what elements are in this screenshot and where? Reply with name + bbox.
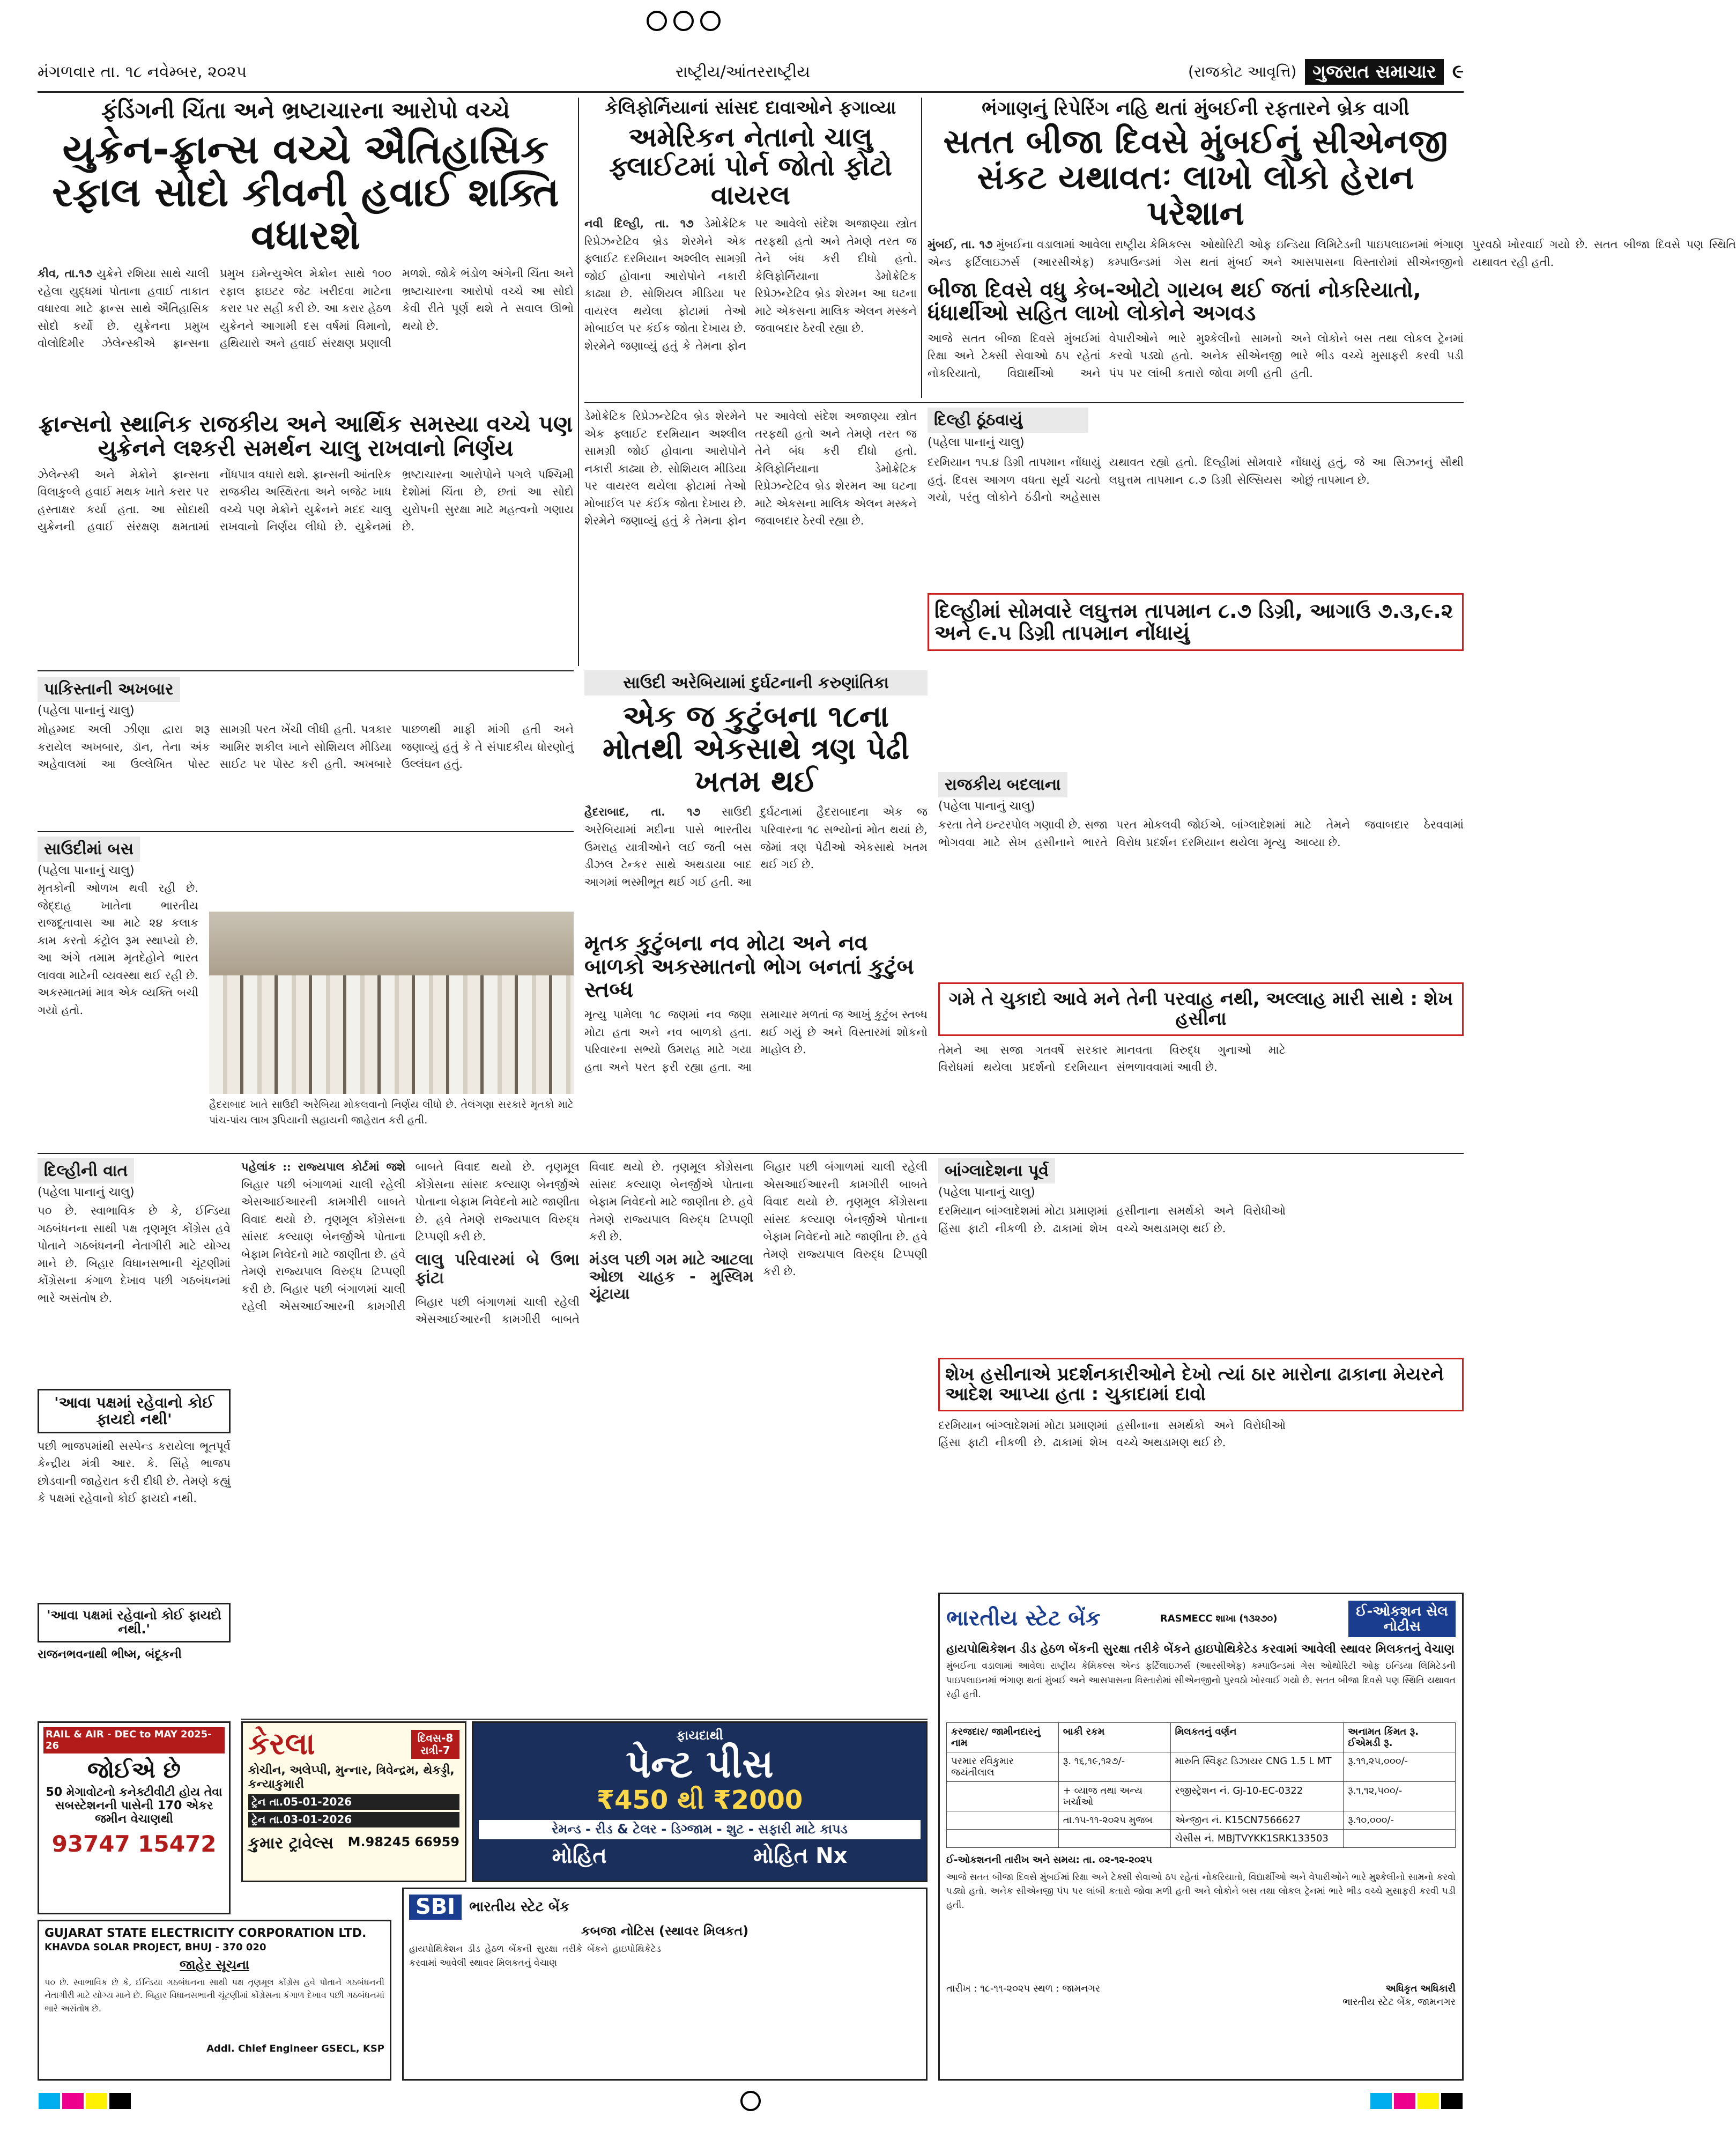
- photo-caption: હૈદરાબાદ ખાતે સાઉદી અરેબિયા મોકલવાનો નિર્ણય લીધો છે. તેલંગણા સરકારે મૃતકો માટે પાંચ-પાંચ લાખ રૂપિયાની સહાયની જાહેરાત કરી હતી.: [209, 1099, 574, 1127]
- article-body: બિહાર પછી બંગાળમાં ચાલી રહેલી એસઆઈઆરની કામગીરી બાબતે વિવાદ થયો છે. તૃણમૂલ કોંગ્રેસના સાંસદ કલ્યાણ બેનર્જીએ પોતાના બેફામ નિવેદનો માટે જાણીતા છે. હવે તેમણે રાજ્યપાલ વિરુદ્ધ ટિપ્પણી કરી છે.: [241, 1178, 406, 1296]
- article-headline: સતત બીજા દિવસે મુંબઈનું સીએનજી સંકટ યથાવતઃ લાખો લોકો હેરાન પરેશાન: [943, 122, 1448, 233]
- subkicker: (પહેલા પાનાનું ચાલુ): [938, 800, 1035, 813]
- highlight-box: ગમે તે ચુકાદો આવે મને તેની પરવાહ નથી, અલ્લાહ મારી સાથે : શેખ હસીના: [938, 982, 1464, 1035]
- dateline: હૈદરાબાદ, તા. ૧૭: [584, 805, 701, 819]
- article-bihar: પહેલાંક :: રાજ્યપાલ કોર્ટમાં જશે બિહાર પછી બંગાળમાં ચાલી રહેલી એસઆઈઆરની કામગીરી બાબતે વિવાદ થયો છે. તૃણમૂલ કોંગ્રેસના સાંસદ કલ્યાણ બેનર્જીએ પોતાના બેફામ નિવેદનો માટે જાણીતા છે. હવે તેમણે રાજ્યપાલ વિરુદ્ધ ટિપ્પણી કરી છે. બિહાર પછી બંગાળમાં ચાલી રહેલી એસઆઈઆરની કામગીરી બાબતે વિવાદ થયો છે. તૃણમૂલ કોંગ્રેસના સાંસદ કલ્યાણ બેનર્જીએ પોતાના બેફામ નિવેદનો માટે જાણીતા છે. હવે તેમણે રાજ્યપાલ વિરુદ્ધ ટિપ્પણી કરી છે. લાલુ પરિવારમાં બે ઉભા ફાંટા બિહાર પછી બંગાળમાં ચાલી રહેલી એસઆઈઆરની કામગીરી બાબતે વિવાદ થયો છે. તૃણમૂલ કોંગ્રેસના સાંસદ કલ્યાણ બેનર્જીએ પોતાના બેફામ નિવેદનો માટે જાણીતા છે. હવે તેમણે રાજ્યપાલ વિરુદ્ધ ટિપ્પણી કરી છે. મંડલ પછી ગમ માટે આટલા ઓછા ચાહક - મુસ્લિમ ચૂંટાયા બિહાર પછી બંગાળમાં ચાલી રહેલી એસઆઈઆરની કામગીરી બાબતે વિવાદ થયો છે. તૃણમૂલ કોંગ્રેસના સાંસદ કલ્યાણ બેનર્જીએ પોતાના બેફામ નિવેદનો માટે જાણીતા છે. હવે તેમણે રાજ્યપાલ વિરુદ્ધ ટિપ્પણી કરી છે.: [241, 1160, 928, 1326]
- subkicker: (પહેલા પાનાનું ચાલુ): [38, 1186, 135, 1199]
- ad-kerala-tour: કેરલા દિવસ-8 રાત્રી-7 કોચીન, અલેપ્પી, મુન્નાર, ત્રિવેન્દ્રમ, થેકડ્ડી, કન્યાકુમારી ટ્રેન તા.05-01-2026 ટ્રેન તા.03-01-2026 કુમાર ટ્રાવેલ્સ M.98245 66959: [241, 1721, 466, 1882]
- notice-sbi-possession: SBI ભારતીય સ્ટેટ બેંક કબજા નોટિસ (સ્થાવર મિલકત) હાયપોથિકેશન ડીડ હેઠળ બેંકની સુરક્ષા તરીકે બેંકને હાઇપોથિકેટેડ કરવામાં આવેલી સ્થાવર મિલકતનું વેચાણ: [402, 1888, 928, 2081]
- kicker: દિલ્હી ઠૂંઠવાયું: [928, 408, 1088, 433]
- quote-box-2: 'આવા પક્ષમાં રહેવાનો કોઈ ફાયદો નથી.': [38, 1603, 231, 1642]
- ad-rail-land: RAIL & AIR - DEC to MAY 2025-26 જોઈએ છે 50 મેગાવોટનો કનેક્ટીવીટી હોય તેવા સબસ્ટેશનની પાસેની 170 એકર જમીન વેચાણથી 93747 15472: [38, 1721, 231, 1914]
- subkicker: (પહેલા પાનાનું ચાલુ): [38, 864, 135, 877]
- highlight-box: દિલ્હીમાં સોમવારે લઘુત્તમ તાપમાન ૮.૭ ડિગ્રી, આગાઉ ૭.૩,૯.૨ અને ૯.૫ ડિગ્રી તાપમાન નોંધાયું: [928, 593, 1464, 651]
- section-title: રાષ્ટ્રીય/આંતરરાષ્ટ્રીય: [676, 63, 811, 82]
- sub-kicker-2: મંડલ પછી ગમ માટે આટલા ઓછા ચાહક - મુસ્લિમ ચૂંટાયા: [589, 1250, 754, 1303]
- paper-logo: ગુજરાત સમાચાર: [1305, 59, 1443, 85]
- article-body: ૫૦ છે. સ્વાભાવિક છે કે, ઈન્ડિયા ગઠબંધનના સાથી પક્ષ તૃણમૂલ કોંગ્રેસ હવે પોતાને ગઠબંધનની નેતાગીરી માટે યોગ્ય માને છે. બિહાર વિધાનસભાની ચૂંટણીમાં કોંગ્રેસના કંગાળ દેખાવ પછી ગઠબંધનમાં ભારે અસંતોષ છે.: [38, 1204, 231, 1305]
- subkicker: (પહેલા પાનાનું ચાલુ): [928, 436, 1025, 449]
- ad-pant-piece: ફાયદાથી પેન્ટ પીસ ₹450 થી ₹2000 રેમન્ડ - રીડ & ટેલર - ડિગ્જામ - શુટ - સફારી માટે કાપડ મોહિત મોહિત Nx: [472, 1721, 928, 1882]
- sub-body: ઝેલેન્સ્કી અને મેક્રોને ફ્રાન્સના વિલાકુબ્લે હવાઈ મથક ખાતે કરાર પર હસ્તાક્ષર કર્યા હતા. આ સોદાથી યુક્રેનની હવાઈ સંરક્ષણ ક્ષમતામાં નોંધપાત્ર વધારો થશે. ફ્રાન્સની આંતરિક રાજકીય અસ્થિરતા અને બજેટ ખાધ વચ્ચે પણ મેક્રોને યુક્રેનને મદદ ચાલુ રાખવાનો નિર્ણય લીધો છે. યુક્રેનમાં ભ્રષ્ટાચારના આરોપોને પગલે પશ્ચિમી દેશોમાં ચિંતા છે, છતાં આ સોદો યુરોપની સુરક્ષા માટે મહત્વનો ગણાય છે.: [38, 468, 574, 534]
- article-body: મોહમ્મદ અલી ઝીણા દ્વારા શરૂ કરાયેલ અખબાર, ડૉન, તેના અંક અહેવાલમાં આ ઉલ્લેખિત પોસ્ટ સામગ્રી પરત ખેંચી લીધી હતી. પત્રકાર આમિર શકીલ ખાને સોશિયલ મીડિયા સાઈટ પર પોસ્ટ કરી હતી. અખબારે પાછળથી માફી માંગી હતી અને જણાવ્યું હતું કે તે સંપાદકીય ધોરણોનું ઉલ્લંઘન હતું.: [38, 723, 574, 771]
- sub-headline: મૃતક કુટુંબના નવ મોટા અને નવ બાળકો અકસ્માતનો ભોગ બનતાં કુટુંબ સ્તબ્ધ: [584, 931, 914, 1002]
- article-pakistan-paper: [38, 677, 574, 827]
- edition-label: (રાજકોટ આવૃત્તિ): [1188, 62, 1297, 80]
- notice-sbi-eauction: ભારતીય સ્ટેટ બેંક RASMECC શાખા (૧૩૨૭૦) ઈ-ઓકશન સેલ નોટીસ હાયપોથિકેશન ડીડ હેઠળ બેંકની સુરક્ષા તરીકે બેંકને હાઇપોથિકેટેડ કરવામાં આવેલી સ્થાવર મિલકતનું વેચાણ મુંબઈના વડાલામાં આવેલા રાષ્ટ્રીય કેમિકલ્સ એન્ડ ફર્ટિલાઇઝર્સ (આરસીએફ) કમ્પાઉન્ડમાં ગેસ ઓથોરિટી ઓફ ઇન્ડિયા લિમિટેડની પાઇપલાઇનમાં ભંગાણ થતાં મુંબઈ અને આસપાસના વિસ્તારોમાં સીએનજીનો પુરવઠો ખોરવાઈ ગયો છે. સતત બીજા દિવસે પણ સ્થિતિ યથાવત રહી હતી. કરજદાર/ જામીનદારનું નામ બાકી રકમ મિલકતનું વર્ણન અનામત કિંમત રૂ. ઈએમડી રૂ. પરમાર રવિકુમાર જયંતીલાલ રૂ. ૧૬,૧૯,૧૨૭/- મારુતિ સ્વિફ્ટ ડિઝાયર CNG 1.5 L MT રૂ.૧૧,૨૫,૦૦૦/- + વ્યાજ તથા અન્ય ખર્ચાઓ રજીસ્ટ્રેશન નં. GJ-10-EC-0322 રૂ.૧,૧૨,૫૦૦/- તા.૧૫-૧૧-૨૦૨૫ મુજબ એન્જીન નં. K15CN7566627 રૂ.૧૦,૦૦૦/- ચેસીસ નં. MBJTVYKK1SRK133503 ઈ-ઓકશનની તારીખ અને સમય: તા. ૦૨-૧૨-૨૦૨૫ આજે સતત બીજા દિવસે મુંબઈમાં રિક્ષા અને ટેક્સી સેવાઓ ઠપ રહેતાં નોકરિયાતો, વિદ્યાર્થીઓ અને વેપારીઓને ભારે મુશ્કેલીનો સામનો કરવો પડ્યો હતો. અનેક સીએનજી પંપ પર લાંબી કતારો જોવા મળી હતી અને લોકોને બસ તથા લોકલ ટ્રેનમાં ભારે ભીડ વચ્ચે મુસાફરી કરવી પડી હતી. તારીખ : ૧૮-૧૧-૨૦૨૫ સ્થળ : જામનગર અધિકૃત અધિકારી ભારતીય સ્ટેટ બેંક, જામનગર: [938, 1593, 1464, 2081]
- article-body: સાઉદી અરેબિયામાં મદીના પાસે ભારતીય ઉમરાહ યાત્રીઓને લઈ જતી બસ ડીઝલ ટેન્કર સાથે અથડાયા બાદ આગમાં ભસ્મીભૂત થઈ ગઈ હતી. આ દુર્ઘટનામાં હૈદરાબાદના એક જ પરિવારના ૧૮ સભ્યોનાં મોત થયાં છે, જેમાં ત્રણ પેઢીઓ એકસાથે ખતમ થઈ ગઈ છે.: [584, 805, 928, 889]
- subkicker: (પહેલા પાનાનું ચાલુ): [938, 1186, 1035, 1199]
- article-delhi-vaat: [38, 1158, 231, 1716]
- property-table: કરજદાર/ જામીનદારનું નામ બાકી રકમ મિલકતનું વર્ણન અનામત કિંમત રૂ. ઈએમડી રૂ. પરમાર રવિકુમાર જયંતીલાલ રૂ. ૧૬,૧૯,૧૨૭/- મારુતિ સ્વિફ્ટ ડિઝાયર CNG 1.5 L MT રૂ.૧૧,૨૫,૦૦૦/- + વ્યાજ તથા અન્ય ખર્ચાઓ રજીસ્ટ્રેશન નં. GJ-10-EC-0322 રૂ.૧,૧૨,૫૦૦/- તા.૧૫-૧૧-૨૦૨૫ મુજબ એન્જીન નં. K15CN7566627 રૂ.૧૦,૦૦૦/- ચેસીસ નં. MBJTVYKK1SRK133503: [946, 1722, 1456, 1848]
- article-rajkiya: [938, 772, 1464, 1148]
- article-body: ડેમોક્રેટિક રિપ્રેઝન્ટેટિવ બ્રેડ શેરમેને એક ફ્લાઈટ દરમિયાન અશ્લીલ સામગ્રી જોઈ હોવાના આરોપોને નકારી કાઢ્યા છે. સોશિયલ મીડિયા પર વાયરલ થયેલા ફોટામાં તેઓ મોબાઈલ પર કંઈક જોતા દેખાય છે. શેરમેને જણાવ્યું હતું કે તેમના ફોન પર આવેલો સંદેશ અજાણ્યા સ્ત્રોત તરફથી હતો અને તેમણે તરત જ તેને બંધ કરી દીધો હતો. કેલિફોર્નિયાના ડેમોક્રેટિક રિપ્રેઝન્ટેટિવ બ્રેડ શેરમન આ ઘટના માટે એકસના માલિક એલન મસ્કને જવાબદાર ઠેરવી રહ્યા છે.: [584, 217, 917, 352]
- kicker: બાંગ્લાદેશના પૂર્વ: [938, 1158, 1055, 1183]
- kicker: દિલ્હીની વાત: [38, 1158, 134, 1183]
- article-saudi-bus: [38, 837, 574, 1148]
- quote-box-1: 'આવા પક્ષમાં રહેવાનો કોઈ ફાયદો નથી': [38, 1389, 231, 1433]
- article-kicker: ફંડિંગની ચિંતા અને ભ્રષ્ટાચારના આરોપો વચ્ચે: [101, 97, 510, 123]
- kicker: સાઉદીમાં બસ: [38, 837, 140, 862]
- article-delhi-cold: [928, 408, 1464, 665]
- article-body: મુંબઈના વડાલામાં આવેલા રાષ્ટ્રીય કેમિકલ્સ એન્ડ ફર્ટિલાઇઝર્સ (આરસીએફ) કમ્પાઉન્ડમાં ગેસ ઓથોરિટી ઓફ ઇન્ડિયા લિમિટેડની પાઇપલાઇનમાં ભંગાણ થતાં મુંબઈ અને આસપાસના વિસ્તારોમાં સીએનજીનો પુરવઠો ખોરવાઈ ગયો છે. સતત બીજા દિવસે પણ સ્થિતિ યથાવત રહી હતી.: [928, 238, 1736, 269]
- print-color-bar: [38, 2091, 1464, 2113]
- article-body-2: દરમિયાન બાંગ્લાદેશમાં મોટા પ્રમાણમાં હિંસા ફાટી નીકળી છે. ઢાકામાં શેખ હસીનાના સમર્થકો અને વિરોધીઓ વચ્ચે અથડામણ થઈ છે.: [938, 1418, 1286, 1449]
- article-saudi-tragedy: [584, 670, 928, 1148]
- dateline: કીવ, તા.૧૭: [38, 267, 92, 280]
- article-body: દરમિયાન ૧૫.૪ ડિગ્રી તાપમાન નોંધાયું હતું. દિવસ આગળ વધતા સૂર્ય ચઢતો ગયો, પરંતુ લોકોને ઠંડીનો અહેસાસ યથાવત રહ્યો હતો. દિલ્હીમાં સોમવારે લઘુત્તમ તાપમાન ૮.૭ ડિગ્રી સેલ્સિયસ નોંધાયું હતું, જે આ સિઝનનું સૌથી ઓછું તાપમાન છે.: [928, 456, 1464, 504]
- masthead-rule: [38, 91, 1464, 93]
- article-headline: એક જ કુટુંબના ૧૮ના મોતથી એકસાથે ત્રણ પેઢી ખતમ થઈ: [602, 699, 910, 799]
- article-headline: અમેરિકન નેતાનો ચાલુ ફ્લાઈટમાં પોર્ન જોતો ફોટો વાયરલ: [609, 122, 893, 211]
- article-bangladesh: [938, 1158, 1464, 1587]
- kicker: રાજકીય બદલાના: [938, 772, 1067, 797]
- sub-headline: બીજા દિવસે વધુ કેબ-ઓટો ગાયબ થઈ જતાં નોકરિયાતો, ધંધાર્થીઓ સહિત લાખો લોકોને અગવડ: [928, 278, 1421, 326]
- dateline: મુંબઈ, તા. ૧૭: [928, 238, 993, 251]
- article-kicker: કેલિફોર્નિયાનાં સાંસદ દાવાઓને ફગાવ્યા: [605, 97, 896, 119]
- sub-body: આજે સતત બીજા દિવસે મુંબઈમાં રિક્ષા અને ટેક્સી સેવાઓ ઠપ રહેતાં નોકરિયાતો, વિદ્યાર્થીઓ અને વેપારીઓને ભારે મુશ્કેલીનો સામનો કરવો પડ્યો હતો. અનેક સીએનજી પંપ પર લાંબી કતારો જોવા મળી હતી અને લોકોને બસ તથા લોકલ ટ્રેનમાં ભારે ભીડ વચ્ચે મુસાફરી કરવી પડી હતી.: [928, 331, 1464, 380]
- sub-kicker-1: લાલુ પરિવારમાં બે ઉભા ફાંટા: [415, 1250, 580, 1288]
- article-body-2: તેમને આ સજા ગતવર્ષે સરકાર વિરોધમાં થયેલા પ્રદર્શનો દરમિયાન માનવતા વિરુદ્ધ ગુનાઓ માટે સંભળાવવામાં આવી છે.: [938, 1043, 1286, 1074]
- subkicker: (પહેલા પાનાનું ચાલુ): [38, 704, 135, 717]
- registration-marks-top: [643, 11, 858, 43]
- byline: રાજનભવનાથી ભીષ્મ, બંદૂકની: [38, 1647, 182, 1661]
- article-body: યુક્રેને રશિયા સાથે ચાલી રહેલા યુદ્ધમાં પોતાના હવાઈ તાકાત વધારવા માટે ફ્રાન્સ સાથે ઐતિહાસિક સોદો કર્યો છે. યુક્રેનના પ્રમુખ વોલોદિમીર ઝેલેન્સ્કીએ ફ્રાન્સના પ્રમુખ ઇમેન્યુએલ મેક્રોન સાથે ૧૦૦ રફાલ ફાઇટર જેટ ખરીદવા માટેના કરાર પર સહી કરી છે. આ કરાર હેઠળ યુક્રેનને આગામી દસ વર્ષમાં વિમાનો, હથિયારો અને હવાઈ સંરક્ષણ પ્રણાલી મળશે. જોકે ભંડોળ અંગેની ચિંતા અને ભ્રષ્ટાચારના આરોપો વચ્ચે આ સોદો કેવી રીતે પૂર્ણ થશે તે સવાલ ઊભો થયો છે.: [38, 267, 574, 350]
- pilgrims-photo: [209, 912, 574, 1094]
- article-kicker: ભંગાણનું રિપેરિંગ નહિ થતાં મુંબઈની રફતારને બ્રેક વાગી: [982, 98, 1409, 120]
- article-ukraine-rafale: [38, 98, 574, 666]
- notice-gsecl: GUJARAT STATE ELECTRICITY CORPORATION LTD. KHAVDA SOLAR PROJECT, BHUJ - 370 020 જાહેર સૂચના ૫૦ છે. સ્વાભાવિક છે કે, ઈન્ડિયા ગઠબંધનના સાથી પક્ષ તૃણમૂલ કોંગ્રેસ હવે પોતાને ગઠબંધનની નેતાગીરી માટે યોગ્ય માને છે. બિહાર વિધાનસભાની ચૂંટણીમાં કોંગ્રેસના કંગાળ દેખાવ પછી ગઠબંધનમાં ભારે અસંતોષ છે. Addl. Chief Engineer GSECL, KSP: [38, 1920, 391, 2081]
- article-mumbai-cng: [928, 98, 1736, 398]
- lead-kicker: પહેલાંક :: રાજ્યપાલ કોર્ટમાં જશે: [241, 1160, 406, 1173]
- masthead-date: મંગળવાર તા. ૧૮ નવેમ્બર, ૨૦૨૫: [38, 63, 247, 82]
- article-headline: યુક્રેન-ફ્રાન્સ વચ્ચે ઐતિહાસિક રફાલ સોદો કીવની હવાઈ શક્તિ વધારશે: [52, 127, 559, 259]
- us-lawmaker-continued: ડેમોક્રેટિક રિપ્રેઝન્ટેટિવ બ્રેડ શેરમેને એક ફ્લાઈટ દરમિયાન અશ્લીલ સામગ્રી જોઈ હોવાના આરોપોને નકારી કાઢ્યા છે. સોશિયલ મીડિયા પર વાયરલ થયેલા ફોટામાં તેઓ મોબાઈલ પર કંઈક જોતા દેખાય છે. શેરમેને જણાવ્યું હતું કે તેમના ફોન પર આવેલો સંદેશ અજાણ્યા સ્ત્રોત તરફથી હતો અને તેમણે તરત જ તેને બંધ કરી દીધો હતો. કેલિફોર્નિયાના ડેમોક્રેટિક રિપ્રેઝન્ટેટિવ બ્રેડ શેરમન આ ઘટના માટે એકસના માલિક એલન મસ્કને જવાબદાર ઠેરવી રહ્યા છે.: [584, 410, 917, 528]
- kicker: સાઉદી અરેબિયામાં દુર્ઘટનાની કરુણાંતિકા: [584, 670, 928, 695]
- sub-headline: ફ્રાન્સનો સ્થાનિક રાજકીય અને આર્થિક સમસ્યા વચ્ચે પણ યુક્રેનને લશ્કરી સમર્થન ચાલુ રાખવાનો નિર્ણય: [38, 411, 573, 462]
- kicker: પાકિસ્તાની અખબાર: [38, 677, 180, 702]
- sub-body: મૃત્યુ પામેલા ૧૮ જણમાં નવ જણા મોટા હતા અને નવ બાળકો હતા. પરિવારના સભ્યો ઉમરાહ માટે ગયા હતા અને પરત ફરી રહ્યા હતા. આ સમાચાર મળતાં જ આખું કુટુંબ સ્તબ્ધ થઈ ગયું છે અને વિસ્તારમાં શોકનો માહોલ છે.: [584, 1008, 928, 1074]
- article-body-2: પછી ભાજપમાંથી સસ્પેન્ડ કરાયેલા ભૂતપૂર્વ કેન્દ્રીય મંત્રી આર. કે. સિંહે ભાજપ છોડવાની જાહેરાત કરી દીધી છે. તેમણે કહ્યું કે પક્ષમાં રહેવાનો કોઈ ફાયદો નથી.: [38, 1439, 231, 1505]
- article-body: મૃતકોની ઓળખ થવી રહી છે. જેદ્દાહ ખાતેના ભારતીય રાજદૂતાવાસ આ માટે ૨૪ કલાક કામ કરતો કંટ્રોલ રૂમ સ્થાપ્યો છે. આ અંગે તમામ મૃતદેહોને ભારત લાવવા માટેની વ્યવસ્થા થઈ રહી છે. અકસ્માતમાં માત્ર એક વ્યક્તિ બચી ગયો હતો.: [38, 882, 198, 1017]
- article-us-lawmaker: [584, 98, 917, 398]
- dateline: નવી દિલ્હી, તા. ૧૭: [584, 217, 694, 231]
- article-body: કરતા તેને ઇન્ટરપોલ ગણાવી છે. સજા ભોગવવા માટે સેખ હસીનાને ભારતે પરત મોકલવી જોઈએ. બાંગ્લાદેશમાં વિરોધ પ્રદર્શન દરમિયાન થયેલા મૃત્યુ માટે તેમને જવાબદાર ઠેરવવામાં આવ્યા છે.: [938, 818, 1464, 849]
- page-number: ૯: [1452, 61, 1464, 83]
- article-body: દરમિયાન બાંગ્લાદેશમાં મોટા પ્રમાણમાં હિંસા ફાટી નીકળી છે. ઢાકામાં શેખ હસીનાના સમર્થકો અને વિરોધીઓ વચ્ચે અથડામણ થઈ છે.: [938, 1204, 1286, 1235]
- highlight-box: શેખ હસીનાએ પ્રદર્શનકારીઓને દેખો ત્યાં ઠાર મારોના ઢાકાના મેયરને આદેશ આપ્યા હતા : ચુકાદામાં દાવો: [938, 1358, 1464, 1411]
